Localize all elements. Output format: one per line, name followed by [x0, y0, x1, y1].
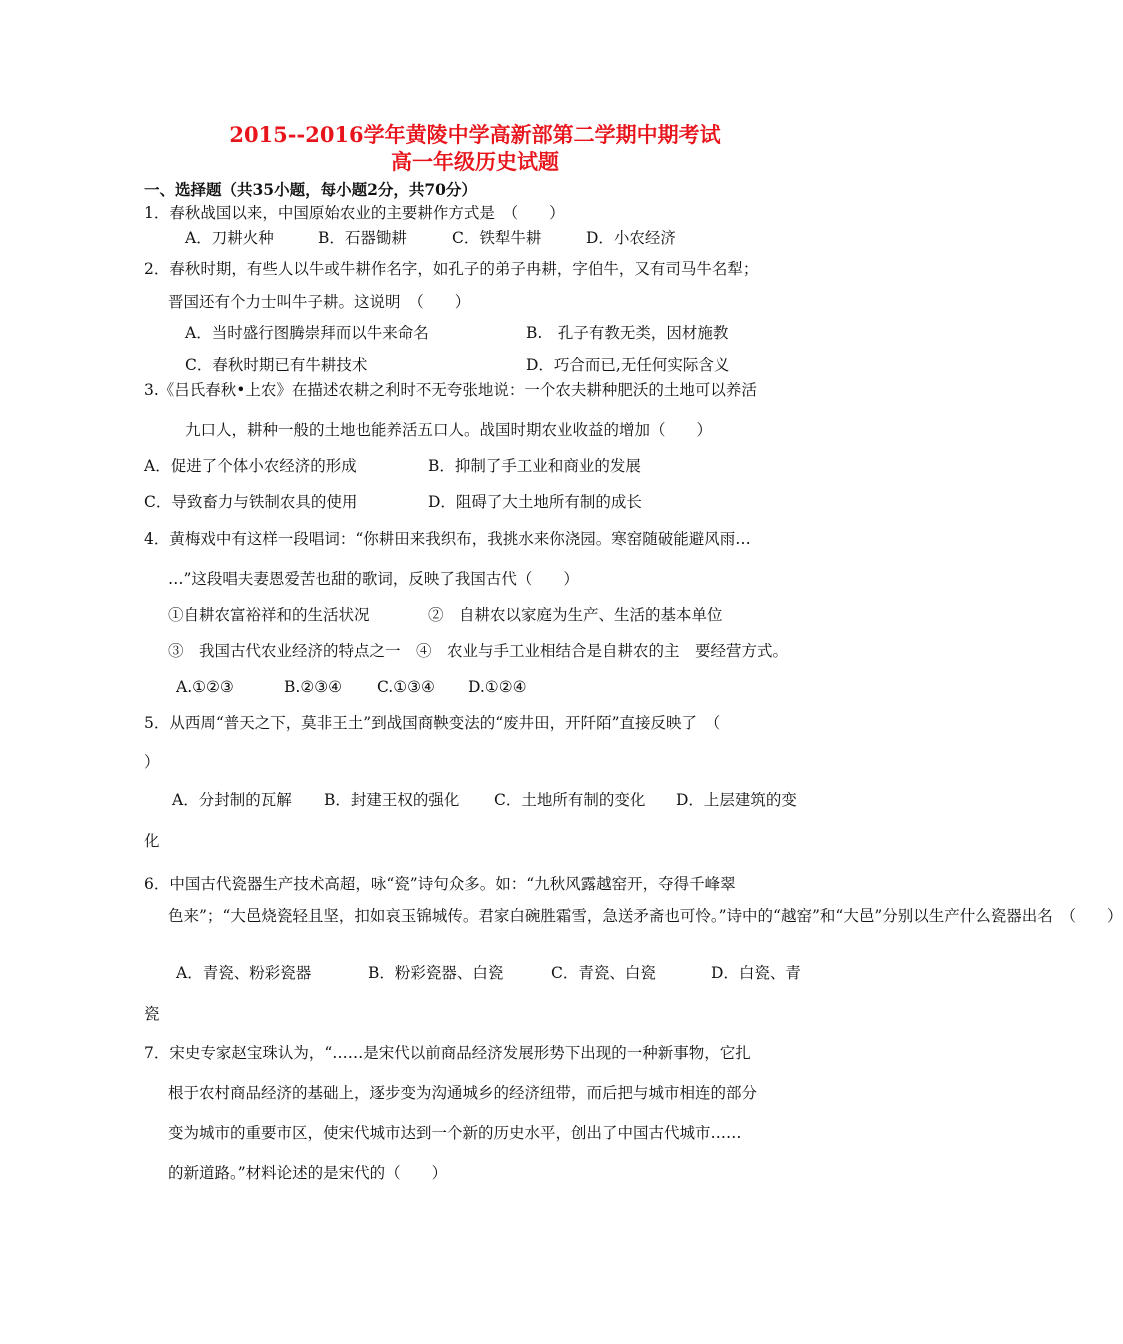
q4-stem-line2: …”这段唱夫妻恩爱苦也甜的歌词，反映了我国古代（ ）: [168, 570, 579, 588]
q7-stem-line3: [168, 1123, 742, 1143]
q4-item-4: ④ 农业与手工业相结合是自耕农的主 要经营方式。: [416, 642, 789, 660]
q6-stem-line2-c: 怜。”诗中的“越窑”和“大邑”分别以生产什么瓷器出名 （ ）: [695, 907, 1123, 925]
q3-option-b: B．抑制了手工业和商业的发展: [428, 457, 641, 475]
q5-option-d-wrap: 化: [144, 832, 160, 850]
q2-option-b: B. 孔子有教无类，因材施教: [526, 324, 729, 342]
q6-option-c: C．青瓷、白瓷: [551, 964, 656, 982]
q1-option-d: D．小农经济: [586, 229, 676, 247]
q6-option-d: D．白瓷、青: [711, 964, 801, 982]
q2-stem-line1: 2．春秋时期，有些人以牛或牛耕作名字，如孔子的弟子冉耕，字伯牛，又有司马牛名犁；: [144, 260, 759, 278]
q3-option-a: A．促进了个体小农经济的形成: [144, 457, 357, 475]
q6-stem-line2: [168, 906, 1123, 926]
q5-stem-line1: 5．从西周“普天之下，莫非王土”到战国商鞅变法的“废井田，开阡陌”直接反映了 （: [144, 714, 721, 732]
q5-option-d: D．上层建筑的变: [676, 791, 797, 809]
q5-stem-line2: ）: [144, 753, 160, 771]
q4-option-c: C.①③④: [377, 678, 435, 696]
exam-title-line2: 高一年级历史试题: [391, 149, 559, 174]
section-heading: 一、选择题（共35小题，每小题2分，共70分）: [144, 180, 477, 199]
q4-option-a: A.①②③: [176, 678, 234, 696]
q3-stem-line1: 3.《吕氏春秋•上农》在描述农耕之利时不无夸张地说：一个农夫耕种肥沃的土地可以养活: [144, 381, 757, 399]
q4-option-d: D.①②④: [468, 678, 527, 696]
q6-stem-line2-b: 雪，急送矛斋也可: [571, 907, 696, 925]
q2-option-a: A．当时盛行图腾崇拜而以牛来命名: [185, 324, 429, 342]
q7-stem-line2: 根于农村商品经济的基础上，逐步变为沟通城乡的经济纽带，而后把与城市相连的部分: [168, 1084, 758, 1102]
q1-option-c: C．铁犁牛耕: [452, 229, 542, 247]
q3-stem-line2: 九口人，耕种一般的土地也能养活五口人。战国时期农业收益的增加（ ）: [185, 421, 713, 439]
q6-option-d-wrap: 瓷: [144, 1005, 160, 1023]
q7-stem-line3-a: 变为城市的重要市区，使宋代城市达到一个新的历史水平，创出了中国古: [168, 1124, 665, 1142]
q1-option-a: A．刀耕火种: [185, 229, 274, 247]
q4-item-1: ①自耕农富裕祥和的生活状况: [168, 606, 370, 624]
q6-stem-line2-a: 色来”；“大邑烧瓷轻且坚，扣如哀玉锦城传。君家白碗胜霜: [168, 907, 572, 925]
q5-option-c: C．土地所有制的变化: [494, 791, 646, 809]
q3-option-d: D．阻碍了大土地所有制的成长: [428, 493, 642, 511]
q4-item-2: ② 自耕农以家庭为生产、生活的基本单位: [428, 606, 723, 624]
q7-stem-line1: 7．宋史专家赵宝珠认为，“……是宋代以前商品经济发展形势下出现的一种新事物，它扎: [144, 1044, 751, 1062]
q3-option-c: C．导致畜力与铁制农具的使用: [144, 493, 358, 511]
q1-stem: 1．春秋战国以来，中国原始农业的主要耕作方式是 （ ）: [144, 204, 565, 222]
q1-option-b: B．石器锄耕: [318, 229, 407, 247]
exam-title-line1: 2015--2016学年黄陵中学高新部第二学期中期考试: [229, 122, 721, 147]
q2-option-c: C．春秋时期已有牛耕技术: [185, 356, 368, 374]
q6-option-a: A．青瓷、粉彩瓷器: [176, 964, 312, 982]
q6-option-b: B．粉彩瓷器、白瓷: [368, 964, 504, 982]
q4-item-3: ③ 我国古代农业经济的特点之一: [168, 642, 401, 660]
q6-stem-line1: 6．中国古代瓷器生产技术高超，咏“瓷”诗句众多。如：“九秋风露越窑开，夺得千峰翠: [144, 875, 736, 893]
q7-stem-line5: 的新道路。”材料论述的是宋代的（ ）: [168, 1164, 448, 1182]
q4-stem-line1: 4．黄梅戏中有这样一段唱词：“你耕田来我织布，我挑水来你浇园。寒窑随破能避风雨…: [144, 530, 751, 548]
q4-option-b: B.②③④: [284, 678, 343, 696]
q7-stem-line3-b: 代城市……: [664, 1124, 742, 1142]
q2-stem-line2: 晋国还有个力士叫牛子耕。这说明 （ ）: [168, 293, 471, 311]
q5-option-b: B．封建王权的强化: [324, 791, 460, 809]
q2-option-d: D．巧合而已,无任何实际含义: [526, 356, 730, 374]
q5-option-a: A．分封制的瓦解: [172, 791, 292, 809]
